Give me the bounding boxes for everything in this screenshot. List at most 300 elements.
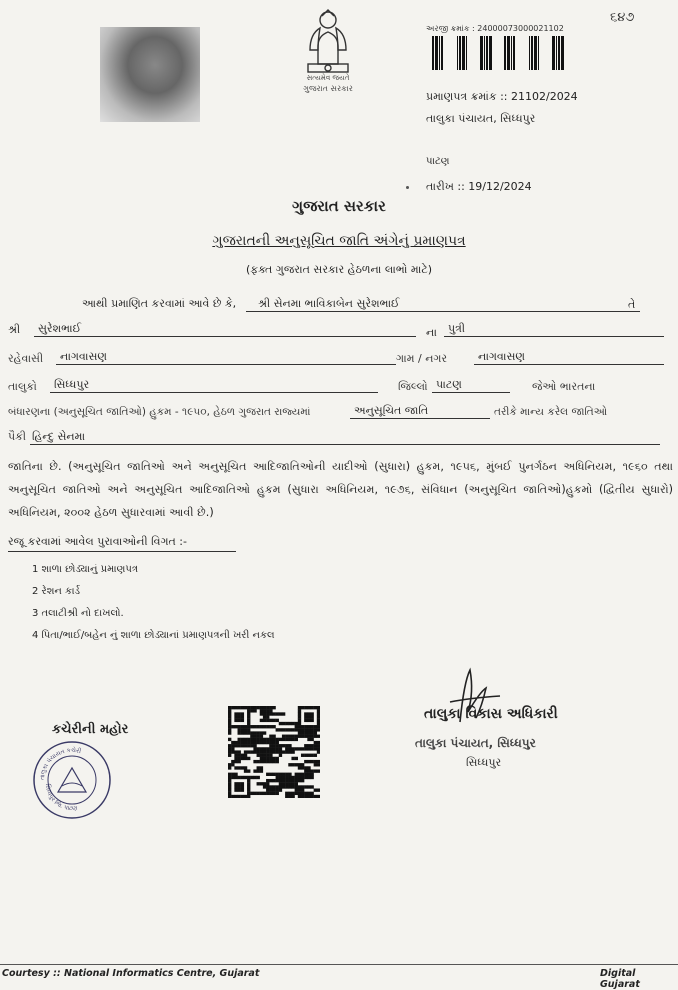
qr-module bbox=[298, 763, 301, 766]
qr-module bbox=[279, 782, 282, 785]
qr-module bbox=[291, 779, 294, 782]
qr-module bbox=[247, 757, 250, 760]
qr-module bbox=[314, 728, 317, 731]
qr-module bbox=[276, 750, 279, 753]
qr-module bbox=[263, 731, 266, 734]
qr-module bbox=[260, 769, 263, 772]
qr-module bbox=[228, 722, 231, 725]
qr-module bbox=[241, 728, 244, 731]
emblem-caption: ગુજરાત સરકાર bbox=[303, 84, 353, 93]
qr-module bbox=[241, 754, 244, 757]
qr-module bbox=[307, 773, 310, 776]
qr-module bbox=[253, 706, 256, 709]
qr-module bbox=[241, 795, 244, 798]
qr-module bbox=[260, 731, 263, 734]
qr-module bbox=[276, 741, 279, 744]
qr-module bbox=[307, 731, 310, 734]
qr-module bbox=[288, 763, 291, 766]
qr-module bbox=[260, 754, 263, 757]
qr-module bbox=[304, 731, 307, 734]
qr-module bbox=[269, 773, 272, 776]
qr-module bbox=[307, 754, 310, 757]
qr-module bbox=[317, 769, 320, 772]
qr-module bbox=[269, 788, 272, 791]
qr-module bbox=[269, 719, 272, 722]
taluka-label: તાલુકો bbox=[8, 380, 37, 393]
qr-module bbox=[279, 750, 282, 753]
qr-module bbox=[238, 725, 241, 728]
qr-module bbox=[266, 785, 269, 788]
qr-module bbox=[266, 754, 269, 757]
qr-module bbox=[307, 785, 310, 788]
qr-module bbox=[276, 757, 279, 760]
qr-module bbox=[238, 741, 241, 744]
qr-module bbox=[228, 785, 231, 788]
qr-module bbox=[272, 738, 275, 741]
qr-module bbox=[272, 741, 275, 744]
qr-module bbox=[291, 782, 294, 785]
qr-module bbox=[317, 716, 320, 719]
qr-module bbox=[295, 782, 298, 785]
qr-module bbox=[317, 750, 320, 753]
qr-module bbox=[228, 792, 231, 795]
qr-module bbox=[228, 725, 231, 728]
qr-module bbox=[266, 712, 269, 715]
qr-module bbox=[317, 741, 320, 744]
barcode-bar bbox=[538, 36, 539, 70]
qr-module bbox=[317, 763, 320, 766]
qr-module bbox=[295, 785, 298, 788]
qr-module bbox=[238, 738, 241, 741]
qr-module bbox=[260, 792, 263, 795]
qr-module bbox=[266, 719, 269, 722]
qr-module bbox=[291, 757, 294, 760]
qr-module bbox=[295, 738, 298, 741]
qr-module bbox=[276, 776, 279, 779]
qr-module bbox=[238, 712, 241, 715]
qr-module bbox=[234, 712, 237, 715]
qr-module bbox=[304, 706, 307, 709]
qr-module bbox=[276, 719, 279, 722]
qr-module bbox=[253, 741, 256, 744]
document-item: 3 તલાટીશ્રી નો દાખલો. bbox=[32, 608, 124, 619]
barcode-bar bbox=[459, 36, 461, 70]
qr-module bbox=[253, 731, 256, 734]
qr-module bbox=[272, 792, 275, 795]
qr-module bbox=[291, 750, 294, 753]
document-item: 1 શાળા છોડ્યાનું પ્રમાણપત્ર bbox=[32, 564, 138, 575]
qr-module bbox=[234, 716, 237, 719]
qr-module bbox=[298, 712, 301, 715]
qr-module bbox=[272, 750, 275, 753]
qr-module bbox=[244, 741, 247, 744]
qr-module bbox=[272, 725, 275, 728]
qr-module bbox=[288, 722, 291, 725]
qr-module bbox=[307, 766, 310, 769]
qr-module bbox=[244, 757, 247, 760]
qr-module bbox=[307, 744, 310, 747]
qr-module bbox=[285, 795, 288, 798]
qr-module bbox=[298, 747, 301, 750]
qr-module bbox=[304, 744, 307, 747]
qr-module bbox=[234, 782, 237, 785]
footer-courtesy: Courtesy :: National Informatics Centre, Gujarat bbox=[2, 968, 260, 979]
qr-module bbox=[269, 738, 272, 741]
qr-module bbox=[295, 773, 298, 776]
qr-module bbox=[310, 792, 313, 795]
qr-module bbox=[291, 722, 294, 725]
qr-module bbox=[298, 792, 301, 795]
qr-module bbox=[304, 760, 307, 763]
qr-module bbox=[234, 788, 237, 791]
qr-module bbox=[263, 754, 266, 757]
qr-module bbox=[241, 741, 244, 744]
qr-module bbox=[307, 792, 310, 795]
qr-module bbox=[307, 728, 310, 731]
qr-module bbox=[301, 773, 304, 776]
barcode-bar bbox=[489, 36, 492, 70]
qr-module bbox=[234, 773, 237, 776]
qr-module bbox=[257, 760, 260, 763]
qr-module bbox=[260, 738, 263, 741]
qr-module bbox=[247, 795, 250, 798]
qr-module bbox=[272, 706, 275, 709]
qr-module bbox=[301, 792, 304, 795]
qr-module bbox=[238, 716, 241, 719]
qr-module bbox=[269, 747, 272, 750]
government-title: ગુજરાત સરકાર bbox=[292, 197, 386, 215]
qr-module bbox=[269, 712, 272, 715]
qr-module bbox=[276, 788, 279, 791]
qr-module bbox=[276, 738, 279, 741]
certificate-title: ગુજરાતની અનુસૂચિત જાતિ અંગેનું પ્રમાણપત્ર bbox=[212, 233, 466, 249]
qr-module bbox=[295, 792, 298, 795]
qr-module bbox=[291, 795, 294, 798]
issuing-office: તાલુકા પંચાયત, સિધ્ધપુર bbox=[426, 112, 536, 125]
qr-module bbox=[310, 719, 313, 722]
qr-module bbox=[301, 788, 304, 791]
qr-module bbox=[260, 706, 263, 709]
qr-module bbox=[304, 712, 307, 715]
qr-module bbox=[301, 779, 304, 782]
qr-module bbox=[234, 795, 237, 798]
qr-module bbox=[228, 782, 231, 785]
qr-module bbox=[244, 725, 247, 728]
qr-module bbox=[304, 754, 307, 757]
qr-module bbox=[263, 747, 266, 750]
barcode-bar bbox=[513, 36, 515, 70]
qr-module bbox=[301, 728, 304, 731]
qr-module bbox=[288, 782, 291, 785]
qr-module bbox=[279, 779, 282, 782]
qr-module bbox=[310, 712, 313, 715]
qr-module bbox=[285, 792, 288, 795]
qr-module bbox=[304, 728, 307, 731]
qr-module bbox=[228, 706, 231, 709]
qr-module bbox=[314, 747, 317, 750]
qr-module bbox=[272, 735, 275, 738]
qr-module bbox=[250, 750, 253, 753]
qr-module bbox=[257, 747, 260, 750]
qr-module bbox=[228, 788, 231, 791]
qr-module bbox=[253, 750, 256, 753]
qr-module bbox=[228, 744, 231, 747]
qr-module bbox=[317, 795, 320, 798]
qr-module bbox=[298, 725, 301, 728]
qr-module bbox=[298, 709, 301, 712]
qr-module bbox=[298, 795, 301, 798]
qr-module bbox=[295, 735, 298, 738]
barcode-bar bbox=[432, 36, 434, 70]
qr-module bbox=[231, 706, 234, 709]
signatory-title: તાલુકા વિકાસ અધિકારી bbox=[424, 706, 558, 722]
qr-module bbox=[244, 750, 247, 753]
qr-module bbox=[228, 719, 231, 722]
barcode-bar bbox=[457, 36, 458, 70]
qr-module bbox=[279, 785, 282, 788]
qr-module bbox=[238, 744, 241, 747]
qr-module bbox=[269, 785, 272, 788]
qr-module bbox=[269, 792, 272, 795]
qr-module bbox=[228, 712, 231, 715]
qr-module bbox=[307, 712, 310, 715]
qr-module bbox=[298, 719, 301, 722]
qr-module bbox=[301, 776, 304, 779]
taluka-value: સિધ્ધપુર bbox=[50, 378, 378, 393]
qr-module bbox=[263, 709, 266, 712]
qr-module bbox=[241, 744, 244, 747]
qr-module bbox=[301, 754, 304, 757]
seal-ring-top: તાલુકા પંચાયત કચેરી bbox=[38, 746, 82, 781]
qr-module bbox=[295, 779, 298, 782]
qr-module bbox=[301, 795, 304, 798]
signatory-stamp: તાલુકા પંચાયત, સિધ્ધપુર bbox=[415, 736, 536, 750]
parent-name: સુરેશભાઈ bbox=[34, 322, 416, 337]
qr-module bbox=[228, 773, 231, 776]
qr-module bbox=[253, 738, 256, 741]
qr-module bbox=[317, 728, 320, 731]
qr-module bbox=[285, 728, 288, 731]
qr-module bbox=[231, 747, 234, 750]
qr-module bbox=[314, 725, 317, 728]
qr-module bbox=[288, 792, 291, 795]
qr-module bbox=[228, 750, 231, 753]
qr-module bbox=[307, 725, 310, 728]
qr-module bbox=[247, 712, 250, 715]
barcode-bar bbox=[531, 36, 533, 70]
qr-module bbox=[241, 788, 244, 791]
qr-module bbox=[310, 760, 313, 763]
qr-module bbox=[295, 722, 298, 725]
qr-module bbox=[307, 795, 310, 798]
qr-module bbox=[314, 735, 317, 738]
qr-module bbox=[247, 769, 250, 772]
qr-module bbox=[263, 785, 266, 788]
state-emblem-icon bbox=[296, 6, 360, 76]
qr-module bbox=[241, 738, 244, 741]
qr-module bbox=[253, 744, 256, 747]
qr-module bbox=[298, 731, 301, 734]
qr-module bbox=[234, 706, 237, 709]
qr-module bbox=[269, 725, 272, 728]
qr-module bbox=[257, 750, 260, 753]
qr-module bbox=[247, 709, 250, 712]
qr-module bbox=[285, 776, 288, 779]
qr-module bbox=[291, 747, 294, 750]
qr-module bbox=[310, 776, 313, 779]
qr-module bbox=[288, 735, 291, 738]
qr-module bbox=[285, 785, 288, 788]
qr-module bbox=[285, 747, 288, 750]
qr-module bbox=[234, 760, 237, 763]
barcode-bar bbox=[504, 36, 506, 70]
qr-module bbox=[291, 776, 294, 779]
qr-module bbox=[263, 757, 266, 760]
qr-module bbox=[317, 706, 320, 709]
qr-module bbox=[291, 738, 294, 741]
qr-module bbox=[285, 773, 288, 776]
village-value: નાગવાસણ bbox=[474, 350, 664, 365]
relation: પુત્રી bbox=[444, 322, 664, 337]
document-item: 2 રેશન કાર્ડ bbox=[32, 586, 81, 597]
qr-module bbox=[247, 782, 250, 785]
qr-module bbox=[234, 725, 237, 728]
qr-module bbox=[238, 754, 241, 757]
footer-divider bbox=[0, 964, 678, 965]
qr-module bbox=[288, 744, 291, 747]
qr-module bbox=[260, 760, 263, 763]
qr-module bbox=[282, 785, 285, 788]
qr-module bbox=[257, 741, 260, 744]
qr-module bbox=[260, 757, 263, 760]
qr-module bbox=[250, 792, 253, 795]
qr-module bbox=[317, 735, 320, 738]
qr-module bbox=[317, 719, 320, 722]
qr-module bbox=[304, 792, 307, 795]
qr-module bbox=[301, 731, 304, 734]
qr-module bbox=[244, 738, 247, 741]
qr-module bbox=[291, 728, 294, 731]
qr-module bbox=[272, 712, 275, 715]
qr-module bbox=[304, 735, 307, 738]
qr-module bbox=[310, 735, 313, 738]
qr-module bbox=[310, 747, 313, 750]
qr-module bbox=[228, 738, 231, 741]
qr-module bbox=[314, 741, 317, 744]
qr-module bbox=[231, 763, 234, 766]
qr-module bbox=[304, 776, 307, 779]
qr-module bbox=[298, 706, 301, 709]
qr-module bbox=[228, 716, 231, 719]
qr-module bbox=[244, 706, 247, 709]
qr-module bbox=[260, 782, 263, 785]
qr-module bbox=[291, 763, 294, 766]
qr-module bbox=[276, 747, 279, 750]
qr-module bbox=[272, 757, 275, 760]
qr-module bbox=[238, 750, 241, 753]
qr-module bbox=[247, 744, 250, 747]
qr-module bbox=[276, 712, 279, 715]
qr-module bbox=[263, 792, 266, 795]
qr-module bbox=[288, 785, 291, 788]
qr-module bbox=[298, 785, 301, 788]
qr-module bbox=[310, 769, 313, 772]
qr-module bbox=[307, 735, 310, 738]
qr-module bbox=[285, 744, 288, 747]
qr-module bbox=[228, 731, 231, 734]
qr-module bbox=[301, 747, 304, 750]
qr-module bbox=[288, 776, 291, 779]
qr-module bbox=[317, 722, 320, 725]
qr-module bbox=[263, 725, 266, 728]
issue-date: તારીખ :: 19/12/2024 bbox=[426, 180, 532, 193]
qr-module bbox=[247, 792, 250, 795]
qr-module bbox=[298, 766, 301, 769]
qr-module bbox=[307, 769, 310, 772]
qr-module bbox=[295, 725, 298, 728]
qr-module bbox=[253, 709, 256, 712]
qr-module bbox=[298, 722, 301, 725]
qr-module bbox=[231, 750, 234, 753]
qr-module bbox=[250, 741, 253, 744]
office-seal-title: કચેરીની મહોર bbox=[52, 722, 129, 737]
qr-module bbox=[241, 712, 244, 715]
qr-module bbox=[257, 706, 260, 709]
qr-module bbox=[247, 750, 250, 753]
qr-module bbox=[241, 785, 244, 788]
document-item: 4 પિતા/ભાઈ/બહેન નું શાળા છોડ્યાનાં પ્રમાણપત્રની ખરી નકલ bbox=[32, 630, 275, 641]
qr-module bbox=[231, 741, 234, 744]
barcode-bar bbox=[480, 36, 483, 70]
qr-module bbox=[282, 750, 285, 753]
qr-module bbox=[269, 757, 272, 760]
qr-module bbox=[253, 725, 256, 728]
qr-module bbox=[260, 735, 263, 738]
qr-module bbox=[279, 722, 282, 725]
qr-module bbox=[285, 722, 288, 725]
qr-module bbox=[247, 779, 250, 782]
qr-module bbox=[269, 706, 272, 709]
qr-module bbox=[298, 735, 301, 738]
qr-module bbox=[253, 792, 256, 795]
qr-module bbox=[298, 773, 301, 776]
qr-module bbox=[238, 776, 241, 779]
barcode-bar bbox=[556, 36, 557, 70]
qr-module bbox=[304, 766, 307, 769]
qr-module bbox=[247, 716, 250, 719]
qr-module bbox=[266, 760, 269, 763]
qr-module bbox=[317, 747, 320, 750]
qr-module bbox=[295, 757, 298, 760]
qr-module bbox=[253, 769, 256, 772]
qr-module bbox=[282, 738, 285, 741]
qr-module bbox=[301, 766, 304, 769]
qr-module bbox=[247, 741, 250, 744]
qr-module bbox=[310, 738, 313, 741]
qr-module bbox=[272, 788, 275, 791]
qr-module bbox=[272, 760, 275, 763]
qr-module bbox=[310, 773, 313, 776]
qr-module bbox=[241, 706, 244, 709]
qr-module bbox=[298, 776, 301, 779]
qr-module bbox=[231, 760, 234, 763]
documents-title: રજૂ કરવામાં આવેલ પુરાવાઓની વિગત :- bbox=[8, 535, 236, 552]
village-label: ગામ / નગર bbox=[396, 352, 448, 365]
qr-module bbox=[234, 776, 237, 779]
qr-module bbox=[234, 750, 237, 753]
district-label: જિલ્લો bbox=[398, 380, 428, 393]
qr-module bbox=[231, 795, 234, 798]
